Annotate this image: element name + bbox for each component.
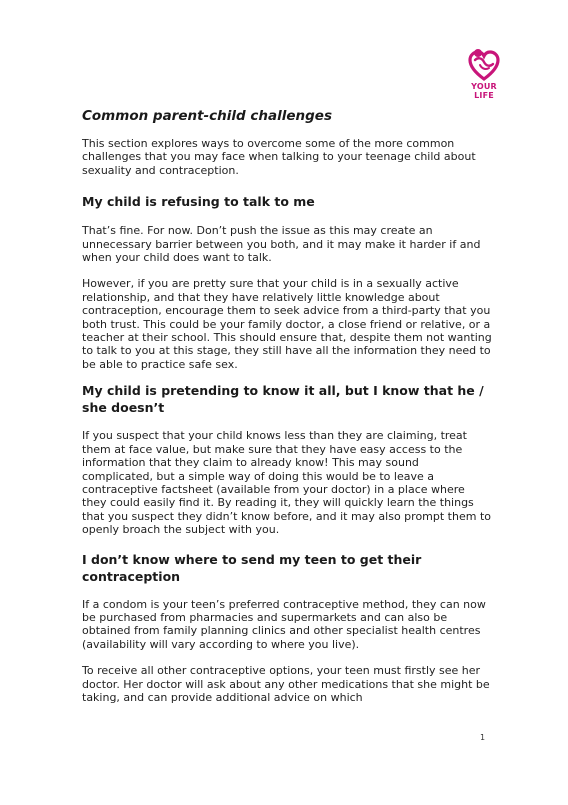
- logo-word-your: YOUR: [471, 82, 497, 91]
- your-life-logo: [466, 48, 502, 104]
- section-paragraph: If a condom is your teen’s preferred contraceptive method, they can now be purchased from pharmacies and supermarkets and can also be obtained from family planning clinics and other specialist health centres (availability will vary according to where you live).: [82, 597, 486, 651]
- document-body: [82, 108, 492, 704]
- section-paragraph: If you suspect that your child knows less than they are claiming, treat them at face value, but make sure that they have easy access to the information that they claim to already know! This may sound complicated, but a simple way of doing this would be to leave a contraceptive factsheet (available from your doctor) in a place where they could easily find it. By reading it, they will quickly learn the things that you suspect they didn’t know before, and it may also prompt them to openly broach the subject with you.: [82, 429, 491, 537]
- logo-wordmark: [466, 82, 502, 100]
- page-number: 1: [480, 733, 486, 742]
- section-heading-where-to-send: I don’t know where to send my teen to get their contraception: [82, 551, 422, 584]
- section-heading-know-it-all: My child is pretending to know it all, but I know that he / she doesn’t: [82, 383, 484, 416]
- section-paragraph: To receive all other contraceptive options, your teen must firstly see her doctor. Her doctor will ask about any other medications that she might be taking, and can provide additional advice on which: [82, 664, 490, 704]
- heart-figure-icon: [466, 48, 502, 82]
- intro-paragraph: This section explores ways to overcome some of the more common challenges that you may face when talking to your teenage child about sexuality and contraception.: [82, 137, 476, 177]
- section-heading-refusing: My child is refusing to talk to me: [82, 194, 315, 210]
- section-paragraph: However, if you are pretty sure that your child is in a sexually active relationship, and that they have relatively little knowledge about contraception, encourage them to seek advice from a third-party that you both trust. This could be your family doctor, a close friend or relative, or a teacher at their school. This should ensure that, despite them not wanting to talk to you at this stage, they still have all the information they need to be able to practice safe sex.: [82, 277, 492, 371]
- section-paragraph: That’s fine. For now. Don’t push the issue as this may create an unnecessary barrier between you both, and it may make it harder if and when your child does want to talk.: [82, 224, 481, 265]
- page-title: Common parent-child challenges: [82, 108, 332, 124]
- logo-word-life: LIFE: [474, 91, 494, 100]
